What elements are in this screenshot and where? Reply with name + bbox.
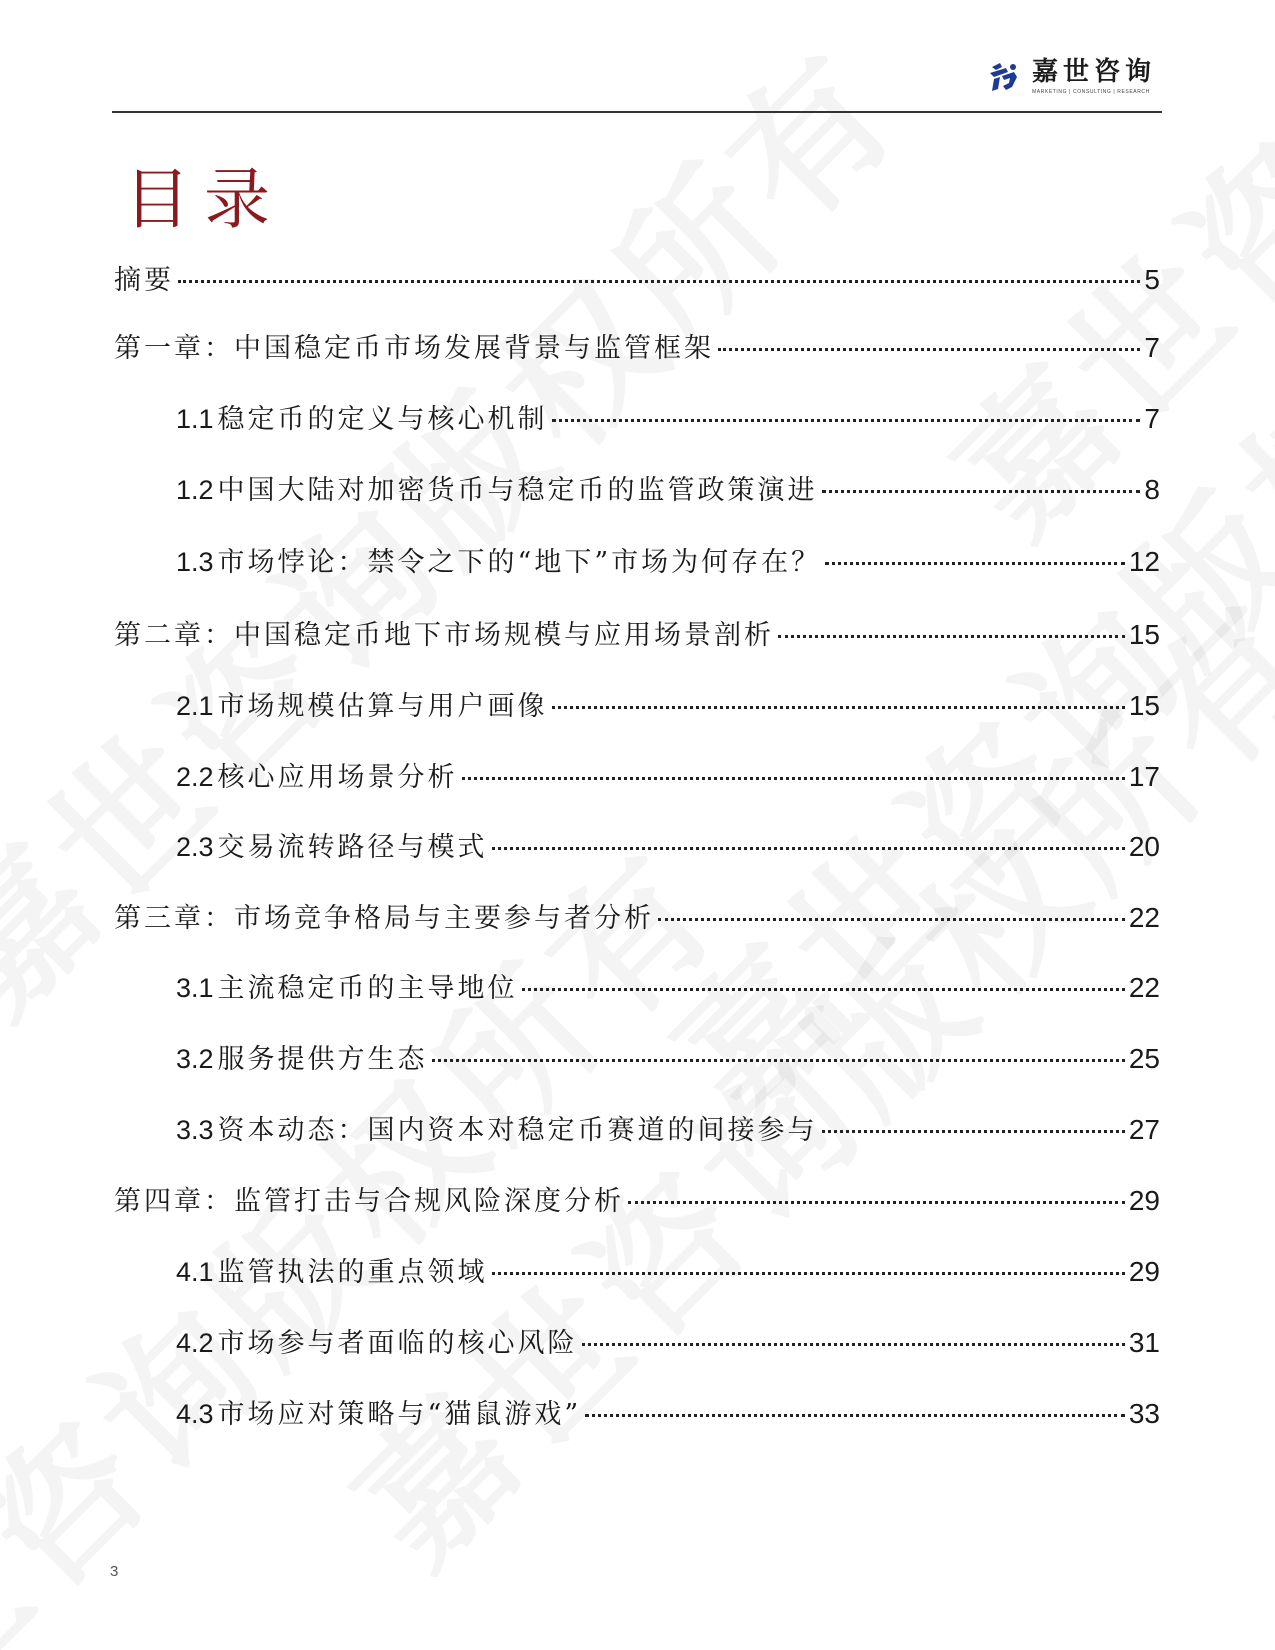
toc-page-number: 29 <box>1128 1185 1160 1216</box>
toc-dot-leader <box>462 777 1125 780</box>
toc-entry-label <box>176 1254 488 1291</box>
toc-page-number: 7 <box>1144 403 1160 434</box>
toc-dot-leader <box>585 1414 1125 1417</box>
toc-dot-leader <box>552 706 1125 709</box>
toc-section-number: 1.3 <box>176 547 214 577</box>
toc-section-number: 3.3 <box>176 1115 214 1145</box>
toc-section-number: 1.1 <box>176 404 214 434</box>
toc-entry-text: 主流稳定币的主导地位 <box>217 973 518 1004</box>
toc-page-number: 5 <box>1144 264 1160 295</box>
toc-entry-label <box>176 544 821 581</box>
toc-entry-label <box>176 401 548 438</box>
toc-page-number: 27 <box>1128 1114 1160 1145</box>
toc-entry-text: 监管执法的重点领域 <box>217 1257 488 1288</box>
toc-dot-leader <box>522 988 1125 991</box>
toc-entry-label <box>114 618 774 654</box>
toc-page-number: 7 <box>1144 332 1160 363</box>
toc-entry-text: 市场规模估算与用户画像 <box>217 691 548 722</box>
toc-section-number: 3.2 <box>176 1044 214 1074</box>
toc-section-number: 4.2 <box>176 1328 214 1358</box>
toc-section-entry[interactable] <box>176 1041 1160 1077</box>
toc-entry-label <box>176 829 488 866</box>
toc-chapter-entry[interactable] <box>114 262 1160 298</box>
toc-section-entry[interactable] <box>176 401 1160 437</box>
toc-section-entry[interactable] <box>176 829 1160 865</box>
toc-section-entry[interactable] <box>176 544 1160 580</box>
toc-page-number: 12 <box>1128 546 1160 577</box>
toc-section-number: 2.3 <box>176 832 214 862</box>
toc-page-number: 25 <box>1128 1043 1160 1074</box>
toc-entry-text: 市场悖论：禁令之下的“地下”市场为何存在？ <box>217 547 822 578</box>
toc-dot-leader <box>492 1272 1125 1275</box>
toc-entry-label <box>176 970 518 1007</box>
toc-entry-text: 稳定币的定义与核心机制 <box>217 404 548 435</box>
toc-section-number: 4.3 <box>176 1399 214 1429</box>
toc-dot-leader <box>492 847 1125 850</box>
toc-entry-text: 摘要 <box>114 265 174 296</box>
toc-page-number: 33 <box>1128 1398 1160 1429</box>
toc-dot-leader <box>582 1343 1125 1346</box>
toc-entry-label <box>114 1184 624 1220</box>
toc-section-number: 1.2 <box>176 475 214 505</box>
logo-tagline: MARKETING | CONSULTING | RESEARCH <box>1031 89 1150 95</box>
toc-entry-label <box>114 331 714 367</box>
toc-section-entry[interactable] <box>176 759 1160 795</box>
toc-section-entry[interactable] <box>176 1254 1160 1290</box>
toc-section-number: 2.1 <box>176 691 214 721</box>
toc-entry-text: 中国大陆对加密货币与稳定币的监管政策演进 <box>217 475 818 506</box>
toc-entry-text: 第三章：市场竞争格局与主要参与者分析 <box>114 903 654 934</box>
toc-dot-leader <box>822 1130 1125 1133</box>
toc-dot-leader <box>178 280 1140 283</box>
toc-dot-leader <box>432 1059 1125 1062</box>
footer-page-number: 3 <box>110 1563 119 1580</box>
toc-page-number: 15 <box>1128 690 1160 721</box>
toc-section-entry[interactable] <box>176 472 1160 508</box>
toc-section-entry[interactable] <box>176 1325 1160 1361</box>
toc-entry-text: 资本动态：国内资本对稳定币赛道的间接参与 <box>217 1115 818 1146</box>
toc-dot-leader <box>658 918 1125 921</box>
toc-page-number: 29 <box>1128 1256 1160 1287</box>
toc-entry-label <box>176 1041 428 1078</box>
toc-page-number: 31 <box>1128 1327 1160 1358</box>
toc-section-number: 2.2 <box>176 762 214 792</box>
toc-chapter-entry[interactable] <box>114 617 1160 653</box>
toc-page-number: 22 <box>1128 972 1160 1003</box>
toc-entry-label <box>176 1325 578 1362</box>
page-title: 目录 <box>124 161 284 238</box>
toc-entry-text: 市场参与者面临的核心风险 <box>217 1328 578 1359</box>
toc-entry-text: 第二章：中国稳定币地下市场规模与应用场景剖析 <box>114 620 774 651</box>
toc-entry-label <box>176 1112 818 1149</box>
toc-entry-label <box>176 1396 581 1433</box>
toc-entry-text: 服务提供方生态 <box>217 1044 428 1075</box>
toc-entry-text: 第一章：中国稳定币市场发展背景与监管框架 <box>114 333 714 364</box>
logo-name: 嘉世咨询 <box>1031 57 1156 87</box>
toc-page-number: 15 <box>1128 619 1160 650</box>
toc-entry-label <box>176 759 458 796</box>
toc-page-number: 20 <box>1128 831 1160 862</box>
toc-section-number: 4.1 <box>176 1257 214 1287</box>
toc-entry-label <box>176 472 818 509</box>
toc-section-entry[interactable] <box>176 688 1160 724</box>
toc-section-entry[interactable] <box>176 970 1160 1006</box>
toc-dot-leader <box>822 490 1141 493</box>
toc-entry-text: 第四章：监管打击与合规风险深度分析 <box>114 1186 624 1217</box>
toc-page-number: 22 <box>1128 902 1160 933</box>
toc-chapter-entry[interactable] <box>114 900 1160 936</box>
toc-entry-label <box>114 263 174 299</box>
toc-dot-leader <box>552 419 1141 422</box>
toc-chapter-entry[interactable] <box>114 1183 1160 1219</box>
toc-dot-leader <box>778 635 1125 638</box>
toc-chapter-entry[interactable] <box>114 330 1160 366</box>
toc-dot-leader <box>825 562 1125 565</box>
toc-entry-text: 核心应用场景分析 <box>217 762 458 793</box>
toc-dot-leader <box>718 348 1140 351</box>
toc-section-entry[interactable] <box>176 1396 1160 1432</box>
toc-page-number: 17 <box>1128 761 1160 792</box>
toc-entry-label <box>176 688 548 725</box>
toc-entry-text: 市场应对策略与“猫鼠游戏” <box>217 1399 582 1430</box>
toc-page-number: 8 <box>1144 474 1160 505</box>
toc-dot-leader <box>628 1201 1125 1204</box>
toc-entry-text: 交易流转路径与模式 <box>217 832 488 863</box>
toc-section-entry[interactable] <box>176 1112 1160 1148</box>
toc-section-number: 3.1 <box>176 973 214 1003</box>
toc-entry-label <box>114 901 654 937</box>
